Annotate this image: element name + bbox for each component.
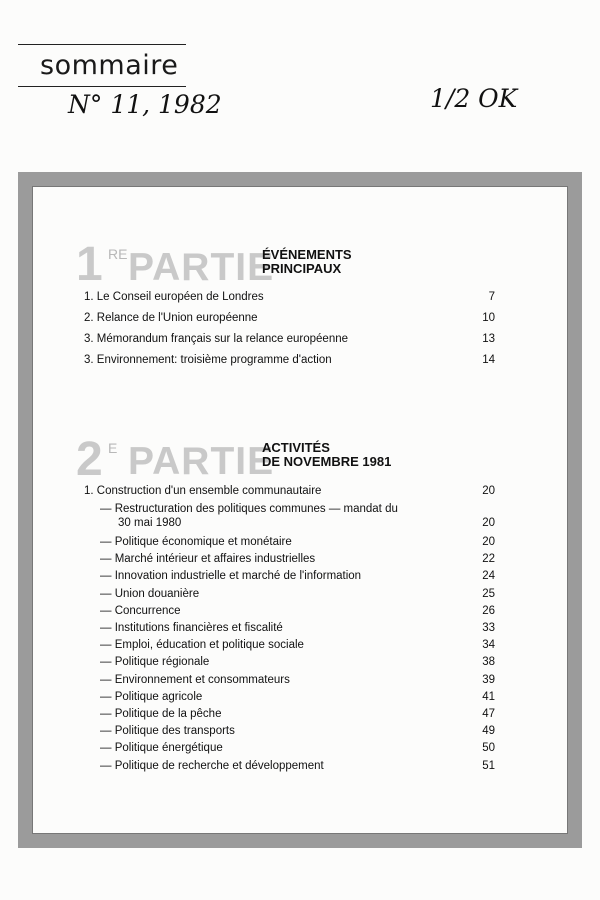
- part2-subtitle-line2: DE NOVEMBRE 1981: [262, 454, 392, 469]
- part2-sub-multiline-line2: 30 mai 1980: [118, 517, 182, 529]
- part2-item-page: 39: [482, 673, 495, 686]
- handwritten-note: 1/2 OK: [430, 84, 518, 113]
- title-rule-bottom: [18, 86, 186, 87]
- part1-item-label: 3. Mémorandum français sur la relance européenne: [84, 333, 349, 345]
- part2-item-page: 47: [482, 708, 495, 720]
- part1-item-page: 7: [488, 291, 495, 303]
- part2-sub-multiline-line1: — Restructuration des politiques communes — mandat du: [100, 503, 398, 515]
- part2-heading-label: 1. Construction d'un ensemble communautaire: [84, 485, 322, 497]
- part2-item-page: 49: [482, 725, 495, 738]
- part2-item-label: — Union douanière: [100, 587, 200, 600]
- part1-word: PARTIE: [128, 246, 275, 289]
- part1-item-page: 10: [482, 312, 495, 324]
- title-rule-top: [18, 44, 186, 45]
- part2-item-label: — Politique agricole: [100, 690, 203, 703]
- part2-item-label: — Politique des transports: [100, 725, 235, 738]
- part2-word: PARTIE: [128, 440, 275, 483]
- part2-item-page: 24: [482, 570, 495, 583]
- part2-item-page: 38: [482, 656, 495, 669]
- part1-subtitle-line1: ÉVÉNEMENTS: [262, 247, 352, 262]
- part1-item-page: 14: [482, 354, 495, 366]
- part2-item-label: — Marché intérieur et affaires industrielles: [100, 553, 316, 566]
- part2-item-label: — Politique régionale: [100, 656, 210, 669]
- part2-item-page: 34: [482, 639, 495, 652]
- part2-item-label: — Politique de la pêche: [100, 708, 222, 720]
- part2-item-label: — Environnement et consommateurs: [100, 673, 290, 686]
- part2-item-page: 26: [482, 604, 495, 617]
- part1-number: 1: [76, 238, 103, 291]
- part2-item-page: 51: [482, 759, 495, 772]
- part2-item-label: — Institutions financières et fiscalité: [100, 622, 283, 634]
- part1-suffix: RE: [108, 246, 128, 262]
- part2-item-page: 50: [482, 742, 495, 755]
- part2-suffix: E: [108, 440, 118, 456]
- page-title: sommaire: [40, 50, 179, 81]
- part2-item-label: — Politique de recherche et développement: [100, 759, 324, 772]
- part2-sub-multiline-page: 20: [482, 517, 495, 529]
- part1-item-page: 13: [482, 333, 495, 345]
- part2-item-label: — Emploi, éducation et politique sociale: [100, 639, 304, 652]
- part1-subtitle-line2: PRINCIPAUX: [262, 261, 342, 276]
- part2-item-page: 25: [482, 587, 495, 600]
- part2-item-label: — Politique énergétique: [100, 742, 223, 755]
- part2-item-label: — Innovation industrielle et marché de l'information: [100, 570, 362, 583]
- part2-heading-page: 20: [482, 485, 495, 497]
- part1-item-label: 3. Environnement: troisième programme d'action: [84, 354, 332, 366]
- part1-item-label: 2. Relance de l'Union européenne: [84, 312, 258, 324]
- part1-item-label: 1. Le Conseil européen de Londres: [84, 291, 264, 303]
- part2-item-label: — Politique économique et monétaire: [100, 536, 292, 548]
- part2-subtitle-line1: ACTIVITÉS: [262, 440, 330, 455]
- part2-number: 2: [76, 433, 103, 486]
- part2-item-label: — Concurrence: [100, 604, 181, 617]
- part2-item-page: 20: [482, 536, 495, 548]
- contents-frame: [18, 172, 582, 848]
- handwritten-issue-number: N° 11, 1982: [68, 90, 222, 119]
- part2-item-page: 33: [482, 622, 495, 634]
- part2-item-page: 41: [482, 690, 495, 703]
- part2-item-page: 22: [482, 553, 495, 566]
